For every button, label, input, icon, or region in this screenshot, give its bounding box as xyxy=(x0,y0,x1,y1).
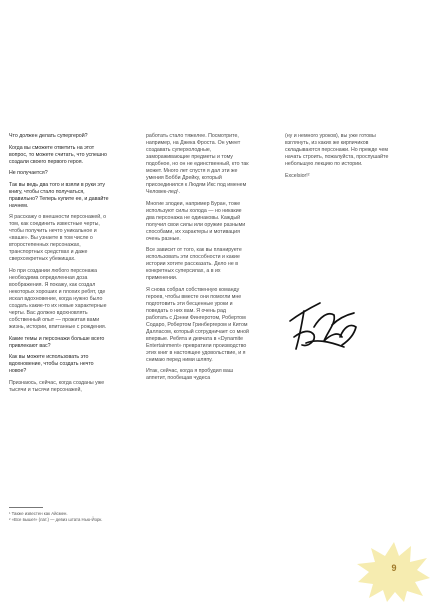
paragraph: Когда вы сможете ответить на этот вопрос, то можете считать, что успешно создали своего первого героя. xyxy=(9,144,107,165)
paragraph: Так вы ведь два того и взяли в руки эту книгу, чтобы стало получаться, правильно? Теперь купите ее, и давайте начнем. xyxy=(9,181,109,209)
paragraph: Я расскажу о внешности персонажей, о том, как соединить известные черты, чтобы получить нечто уникальное и «ваше». Вы узнаете в том числе о второстепенных персонажах, транспортных средствах и даже сверхсекретных убежищах. xyxy=(9,214,107,263)
footnotes xyxy=(9,511,209,523)
paragraph: Excelsior!² xyxy=(285,172,310,179)
paragraph: Но при создании любого персонажа необходима определенная доза воображения. Я покажу, как создал некоторых хороших и плохих ребят, где искал вдохновение, когда нужно было создать какие-то их новые характерные черты. Вас должно вдохновлять собственный опыт — прожитая вами жизнь, истории, впитанные с рождения. xyxy=(9,267,107,330)
paragraph: Все зависит от того, как вы планируете использовать эти способности и какие истории хотите рассказать. Дело не в конкретных суперсилах, а в их применении. xyxy=(146,247,242,282)
paragraph: работать стало тяжелее. Посмотрите, например, на Джека Фроста. Он умеет создавать суперхолодные, замораживающие предметы и тому подобное, но он не единственный, кто так может. Много лет спустя я дал эти же умения Бобби Дрейку, который присоединился к Людям Икс под именем Человек-лед¹. xyxy=(146,133,249,195)
signature-image xyxy=(284,297,362,357)
footnote-2: ² «Все выше!» (лат.) — девиз штата Нью-Йорк. xyxy=(9,517,103,522)
paragraph: Что должен делать супергерой? xyxy=(9,133,88,139)
text-column-3 xyxy=(285,133,400,184)
paragraph: (ну и немного уроков), вы уже готовы взглянуть, из каких же кирпичиков складываются персонажи. Но прежде чем начать строить, пожалуйста, проспушайте небольшую лекцию по истории. xyxy=(285,133,389,167)
paragraph: Как вы можете использовать это вдохновение, чтобы создать нечто новое? xyxy=(9,354,94,375)
page-number: 9 xyxy=(391,563,397,573)
paragraph: Итак, сейчас, когда я пробудил ваш аппетит, пообещав чудеса xyxy=(146,368,234,382)
footnote-divider xyxy=(9,507,43,508)
text-column-1 xyxy=(9,133,112,398)
paragraph: Не получается? xyxy=(9,170,48,177)
footnote-1: ¹ Также известен как Айсмен. xyxy=(9,511,68,516)
paragraph: Какие темы и персонажи больше всего привлекают вас? xyxy=(9,335,105,349)
paragraph: Многие злодеи, например Буран, тоже используют силы холода — но никакие два персонажа не одинаковы. Каждый получил свои силы или оружие разными способами, их характеры и мотивация очень разные. xyxy=(146,200,246,242)
paragraph: Признаюсь, сейчас, когда созданы уже тысячи и тысячи персонажей, xyxy=(9,379,105,393)
text-column-2 xyxy=(146,133,249,387)
paragraph: Я снова собрал собственную команду героев, чтобы вместе они помогли мне подготовить эти бесценные уроки и поведать о них вам. Я очень рад работать с Дэнни Фингеротом, Робертом Содаро, Робертом Гринбергером и Китом Далласом, который сотрудничает со мной впервые. Ребята и девчата в «Dynamite Entertainment» превратили производство этих книг в настоящее удовольствие, и я снимаю перед ними шляпу. xyxy=(146,286,249,363)
